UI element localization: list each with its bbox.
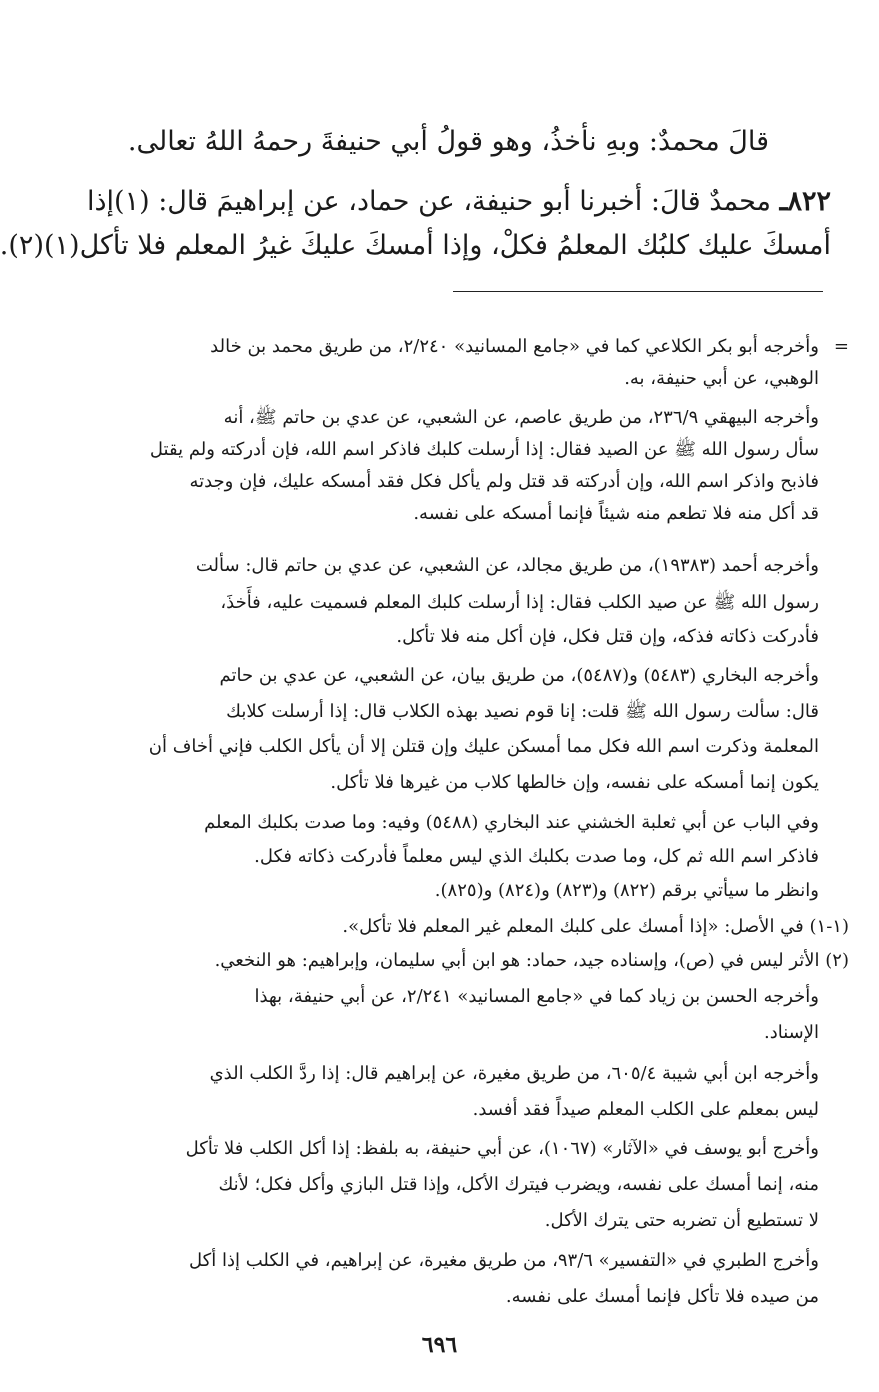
entry-number: ٨٢٢ـ bbox=[779, 186, 831, 217]
footnote-text: المعلمة وذكرت اسم الله فكل مما أمسكن عليك وإن قتلن إلا أن يأكل الكلب فإني أخاف أن bbox=[148, 736, 819, 757]
main-line-1 bbox=[48, 124, 769, 160]
footnote-text: سأل رسول الله ﷺ عن الصيد فقال: إذا أرسلت كلبك فاذكر اسم الله، فإن أدركته ولم يقتل bbox=[149, 439, 819, 460]
footnote-text: وأخرجه أحمد (١٩٣٨٣)، من طريق مجالد، عن الشعبي، عن عدي بن حاتم قال: سألت bbox=[195, 555, 819, 576]
footnote-text: فاذبح واذكر اسم الله، وإن أدركته قد قتل ولم يأكل فكل فقد أمسكه عليك، فإن وجدته bbox=[189, 471, 819, 492]
footnote-line bbox=[50, 435, 819, 465]
footnote-line bbox=[50, 588, 819, 618]
main-line-3 bbox=[0, 228, 831, 264]
footnote-line bbox=[50, 1246, 819, 1276]
footnote-line bbox=[50, 1134, 819, 1164]
footnote-line bbox=[50, 551, 819, 581]
footnote-line bbox=[50, 467, 819, 497]
footnote-line bbox=[50, 876, 819, 906]
footnote-text: وأخرجه البخاري (٥٤٨٣) و(٥٤٨٧)، من طريق بيان، عن الشعبي، عن عدي بن حاتم bbox=[219, 665, 819, 686]
footnote-text: (١-١) في الأصل: «إذا أمسك على كلبك المعلم غير المعلم فلا تأكل». bbox=[342, 916, 849, 937]
main-line-3-text: أمسكَ عليك كلبُك المعلمُ فكلْ، وإذا أمسكَ عليكَ غيرُ المعلم فلا تأكل(١)(٢). bbox=[0, 230, 831, 261]
footnote-text: لا تستطيع أن تضربه حتى يترك الأكل. bbox=[544, 1210, 819, 1231]
footnote-divider bbox=[453, 291, 823, 292]
footnote-text: يكون إنما أمسكه على نفسه، وإن خالطها كلاب من غيرها فلا تأكل. bbox=[330, 772, 819, 793]
footnote-text: وأخرجه أبو بكر الكلاعي كما في «جامع المسانيد» ٢/٢٤٠، من طريق محمد بن خالد bbox=[210, 336, 819, 357]
footnote-text: من صيده فلا تأكل فإنما أمسك على نفسه. bbox=[505, 1286, 819, 1307]
continuation-marker: = bbox=[833, 336, 849, 357]
footnote-line bbox=[50, 982, 819, 1012]
footnote-line bbox=[50, 332, 819, 362]
footnote-line bbox=[50, 1170, 819, 1200]
main-line-2-text: محمدٌ قالَ: أخبرنا أبو حنيفة، عن حماد، عن إبراهيمَ قال: (١)إذا bbox=[87, 186, 771, 217]
footnote-line bbox=[50, 946, 849, 976]
footnote-line bbox=[50, 1206, 819, 1236]
footnote-text: رسول الله ﷺ عن صيد الكلب فقال: إذا أرسلت كلبك المعلم فسميت عليه، فأَخذَ، bbox=[220, 592, 819, 613]
footnote-text: قال: سألت رسول الله ﷺ قلت: إنا قوم نصيد بهذه الكلاب قال: إذا أرسلت كلابك bbox=[226, 701, 819, 722]
footnote-line bbox=[50, 842, 819, 872]
footnote-text: وأخرجه الحسن بن زياد كما في «جامع المسانيد» ٢/٢٤١، عن أبي حنيفة، بهذا bbox=[254, 986, 819, 1007]
footnote-line bbox=[50, 622, 819, 652]
footnote-text: فاذكر اسم الله ثم كل، وما صدت بكلبك الذي ليس معلماً فأدركت ذكاته فكل. bbox=[254, 846, 819, 867]
footnote-text: وانظر ما سيأتي برقم (٨٢٢) و(٨٢٣) و(٨٢٤) و(٨٢٥). bbox=[434, 880, 819, 901]
main-line-2 bbox=[48, 184, 831, 220]
footnote-line bbox=[50, 1059, 819, 1089]
footnote-text: (٢) الأثر ليس في (ص)، وإسناده جيد، حماد: هو ابن أبي سليمان، وإبراهيم: هو النخعي. bbox=[214, 950, 849, 971]
footnote-line bbox=[50, 403, 819, 433]
footnote-line bbox=[50, 808, 819, 838]
footnote-text: منه، إنما أمسك على نفسه، ويضرب فيترك الأكل، وإذا قتل البازي وأكل فكل؛ لأنك bbox=[218, 1174, 819, 1195]
footnote-text: وفي الباب عن أبي ثعلبة الخشني عند البخاري (٥٤٨٨) وفيه: وما صدت بكلبك المعلم bbox=[204, 812, 819, 833]
footnotes bbox=[50, 332, 849, 1312]
footnote-line bbox=[50, 499, 819, 529]
footnote-line bbox=[50, 364, 819, 394]
footnote-text: الإسناد. bbox=[763, 1022, 819, 1043]
footnote-text: فأدركت ذكاته فذكه، وإن قتل فكل، فإن أكل منه فلا تأكل. bbox=[396, 626, 819, 647]
footnote-text: وأخرج أبو يوسف في «الآثار» (١٠٦٧)، عن أبي حنيفة، به بلفظ: إذا أكل الكلب فلا تأكل bbox=[185, 1138, 819, 1159]
footnote-text: الوهبي، عن أبي حنيفة، به. bbox=[624, 368, 819, 389]
footnote-text: وأخرج الطبري في «التفسير» ٩٣/٦، من طريق مغيرة، عن إبراهيم، في الكلب إذا أكل bbox=[189, 1250, 819, 1271]
footnote-line bbox=[50, 661, 819, 691]
footnote-line bbox=[50, 732, 819, 762]
footnote-text: قد أكل منه فلا تطعم منه شيئاً فإنما أمسكه على نفسه. bbox=[413, 503, 819, 524]
footnote-line bbox=[50, 697, 819, 727]
footnote-text: وأخرجه ابن أبي شيبة ٦٠٥/٤، من طريق مغيرة، عن إبراهيم قال: إذا ردَّ الكلب الذي bbox=[209, 1063, 819, 1084]
footnote-line bbox=[50, 1018, 819, 1048]
footnote-text: وأخرجه البيهقي ٢٣٦/٩، من طريق عاصم، عن الشعبي، عن عدي بن حاتم ﷺ، أنه bbox=[223, 407, 819, 428]
footnote-text: ليس بمعلم على الكلب المعلم صيداً فقد أفسد. bbox=[472, 1099, 819, 1120]
main-line-1-text: قالَ محمدٌ: وبهِ نأخذُ، وهو قولُ أبي حنيفةَ رحمهُ اللهُ تعالى. bbox=[127, 126, 769, 157]
footnote-line bbox=[50, 768, 819, 798]
footnote-line bbox=[50, 1095, 819, 1125]
page-number: ٦٩٦ bbox=[421, 1332, 458, 1358]
footnote-line bbox=[50, 912, 849, 942]
main-text bbox=[0, 0, 831, 290]
footnote-line bbox=[50, 1282, 819, 1312]
